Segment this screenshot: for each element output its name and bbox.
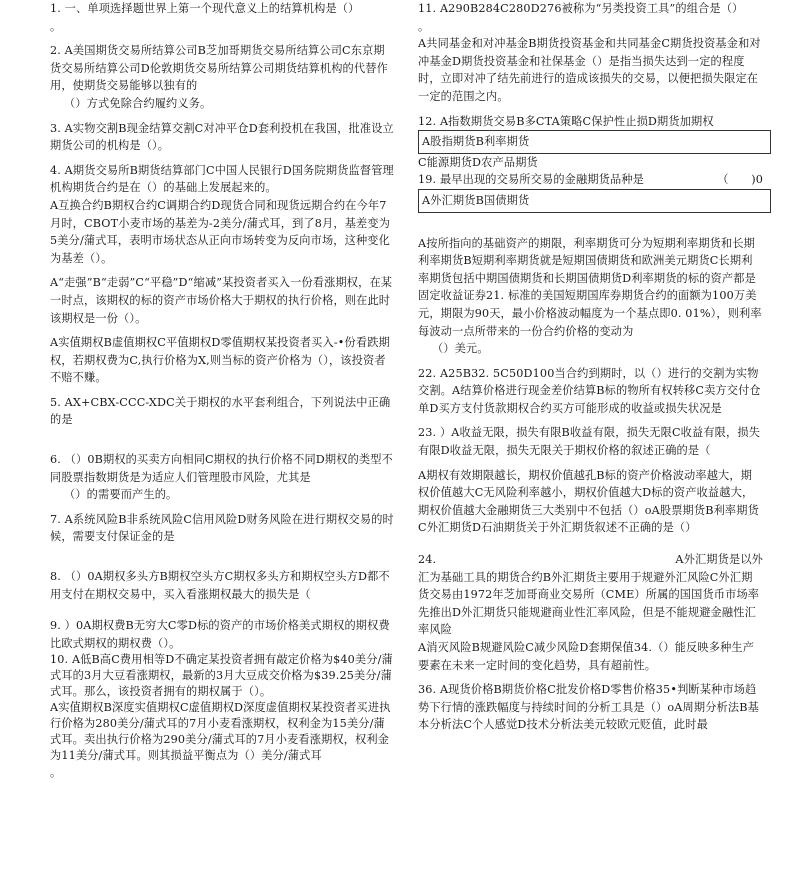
q12-text: 12. A指数期货交易B多CTA策略C保护性止损D期货加期权 (418, 114, 714, 128)
q21-tail: （）美元。 (432, 342, 489, 356)
q8-text: 8. （）0A期权多头方B期权空头方C期权多头方和期权空头方D都不用支付在期权交易中，买入看涨期权最大的损失是（ (50, 570, 390, 601)
q24-number: 24. (418, 553, 437, 567)
q4-text: 4. A期货交易所B期货结算部门C中国人民银行D国务院期货监督管理机构期货合约是在（）的基础上发展起来的。 (50, 163, 394, 195)
q24-option-a: A外汇期货是以外 (675, 553, 763, 567)
q12-answer-box (418, 130, 771, 154)
q1-text: 1. 一、单项选择题世界上第一个现代意义上的结算机构是（） (50, 2, 360, 15)
q20-options-block: A按所指向的基础资产的期限，利率期货可分为短期利率期货和长期利率期货B短期利率期货就是短期国债期货和欧洲美元期货C长期利率期货包括中期国债期货和长期国债期货D利率期货的标的资产都是固定收益证券21. 标准的美国短期国库券期货合约的面额为100万美元，期限为90天，最小价格波动幅度为一个基点即0. 01%），则利率每波动一点所带来的一份合约价格的变动为 (418, 236, 762, 338)
q2-text: 2. A美国期货交易所结算公司B芝加哥期货交易所结算公司C东京期货交易所结算公司D伦敦期货交易所结算公司期货结算机构的代替作用，使期货交易能够以独有的 (50, 44, 388, 93)
q10-options-block: A实值期权B深度实值期权C虚值期权D深度虚值期权某投资者买进执行价格为280美分/蒲式耳的7月小麦看涨期权，权利金为15美分/蒲式耳。卖出执行价格为290美分/蒲式耳的7月小麦看涨期权，权利金为11美分/蒲式耳。则其损益平衡点为（）美分/蒲式耳 (50, 701, 391, 763)
q7-text: 7. A系统风险B非系统风险C信用风险D财务风险在进行期权交易的时候，需要支付保证金的是 (50, 512, 394, 544)
q24-options-block: 汇为基础工具的期货合约B外汇期货主要用于规避外汇风险C外汇期货交易由1972年芝加哥商业交易所（CME）所属的国国货币市场率先推出D外汇期货只能规避商业性汇率风险，但是不能规避金融性汇率风险 (418, 570, 760, 637)
q23-text: 23. ）A收益无限，损失有限B收益有限，损失无限C收益有限，损失有限D收益无限，损失无限关于期权价格的叙述正确的是（ (418, 426, 761, 458)
q1-tail: 。 (50, 19, 62, 33)
q11-tail: 。 (418, 19, 430, 33)
q19-text (418, 171, 763, 189)
left-column (50, 0, 395, 782)
q22-text: 22. A25B32. 5C50D100当合约到期时，以（）进行的交割为实物交割。A结算价格进行现金差价结算B标的物所有权转移C卖方交付仓单D买方支付货款期权合约买方可能形成的收益或损失状况是 (418, 366, 761, 415)
q11-options-block: A共同基金和对冲基金B期货投资基金和共同基金C期货投资基金和对冲基金D期货投资基金和社保基金（）是指当损失达到一定的程度时，立即对冲了结先前进行的造成该损失的交易，以便把损失限定在一定的范围之内。 (418, 37, 761, 103)
q10-text: 10. A低B高C费用相等D不确定某投资者拥有敲定价格为$40美分/蒲式耳的3月大豆看涨期权，最新的3月大豆成交价格为$39.25美分/蒲式耳。那么，该投资者拥有的期权属于（）。 (50, 653, 393, 699)
q6-tail: （）的需要而产生的。 (64, 488, 178, 502)
q19-options: A外汇期货B国债期货 (422, 193, 530, 207)
q2-tail: （）方式免除合约履约义务。 (64, 96, 212, 110)
q19-blank: （ )0 (717, 173, 763, 187)
option-value-block: A实值期权B虚值期权C平值期权D零值期权某投资者买入-•份看跌期权，若期权费为C,执行价格为X,则当标的资产价格为（），该投资者不赔不赚。 (50, 336, 390, 385)
right-column (418, 0, 763, 734)
q6-text: 6. （）0B期权的买卖方向相同C期权的执行价格不同D期权的类型不同股票指数期货是为适应人们管理股市风险，尤其是 (50, 453, 393, 484)
q12-options-line1: A股指期货B利率期货 (422, 135, 530, 149)
basis-options-block: A“走强”B“走弱”C“平稳”D“缩减”某投资者买入一份看涨期权，在某一时点，该期权的标的资产市场价格大于期权的执行价格，则在此时该期权是一份（）。 (50, 276, 393, 325)
q36-text: 36. A现货价格B期货价格C批发价格D零售价格35•判断某种市场趋势下行情的涨跌幅度与持续时间的分析工具是（）oA周期分析法B基本分析法C个人感觉D技术分析法美元较欧元贬值，此时最 (418, 683, 759, 732)
q11-text: 11. A290B284C280D276被称为“另类投资工具”的组合是（） (418, 2, 744, 15)
q23-options-block: A期权有效期限越长，期权价值越孔B标的资产价格波动率越大，期权价值越大C无风险利率越小，期权价值越大D标的资产收益越大，期权价值越大金融期货三大类别中不包括（）oA股票期货B利率期货C外汇期货D石油期货关于外汇期货叙述不正确的是（） (418, 468, 759, 535)
q4-options-block: A互换合约B期权合约C调期合约D现货合同和现货远期合约在今年7月时，CBOT小麦市场的基差为-2美分/蒲式耳，到了8月，基差变为5美分/蒲式耳，表明市场状态从正向市场转变为反向市场，这种变化为基差（）。 (50, 198, 391, 265)
q9-text: 9. ）0A期权费B无穷大C零D标的资产的市场价格美式期权的期权费比欧式期权的期权费（）。 (50, 619, 390, 650)
q12-options-line2: C能源期货D农产品期货 (418, 155, 538, 169)
q24-text (418, 551, 763, 569)
q10-tail: 。 (50, 766, 62, 780)
q3-text: 3. A实物交割B现金结算交割C对冲平仓D套利投机在我国，批准设立期货公司的机构是（）。 (50, 121, 394, 153)
q19-answer-box (418, 189, 771, 213)
q34-text: A消灭风险B规避风险C减少风险D套期保值34.（）能反映多种生产要素在未来一定时间的变化趋势，具有超前性。 (418, 641, 755, 672)
q19-question: 19. 最早出现的交易所交易的金融期货品种是 (418, 173, 645, 187)
q5-text: 5. AX+CBX-CCC-XDC关于期权的水平套利组合，下列说法中正确的是 (50, 395, 391, 427)
